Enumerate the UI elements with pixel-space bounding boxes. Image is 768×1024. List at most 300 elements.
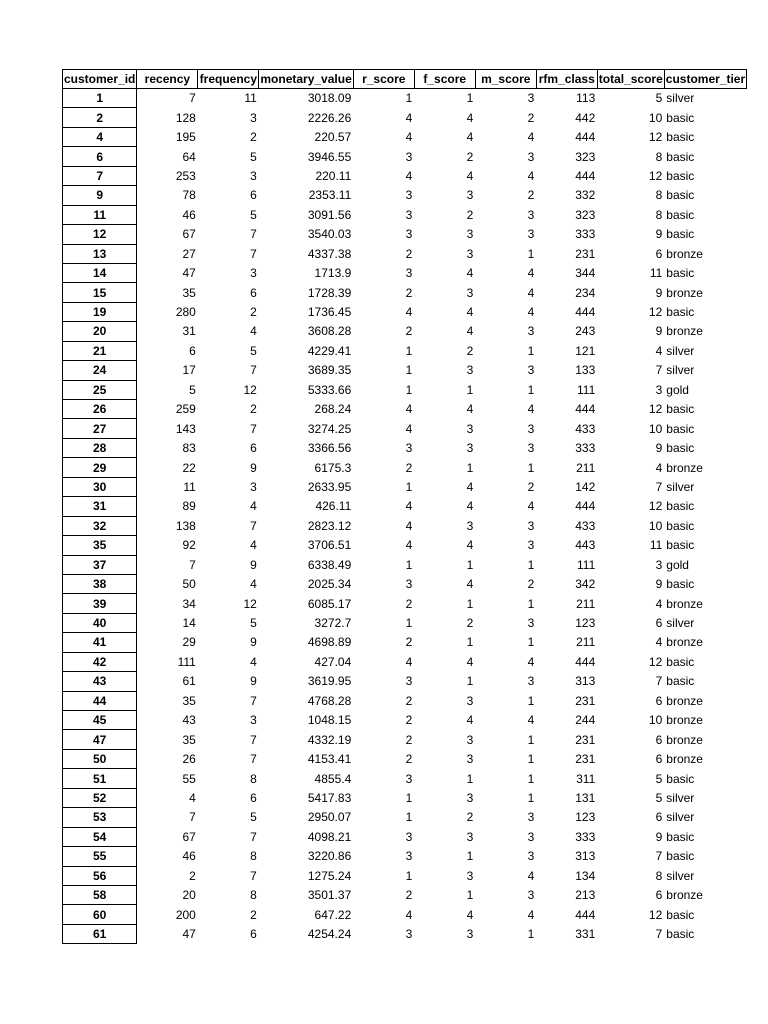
customer-id-cell[interactable]: 54	[63, 827, 137, 846]
customer-id-cell[interactable]: 61	[63, 924, 137, 943]
cell-f-score[interactable]: 2	[466, 149, 474, 164]
cell-rfm-class[interactable]: 323	[575, 207, 596, 222]
cell-customer-tier[interactable]: silver	[666, 790, 695, 805]
cell-total-score[interactable]: 4	[655, 460, 663, 475]
cell-r-score[interactable]: 1	[405, 91, 413, 106]
cell-f-score[interactable]: 2	[466, 616, 474, 631]
cell-m-score[interactable]: 3	[527, 888, 535, 903]
cell-recency[interactable]: 78	[182, 188, 196, 203]
cell-customer-tier[interactable]: gold	[666, 382, 689, 397]
cell-rfm-class[interactable]: 444	[575, 402, 596, 417]
cell-f-score[interactable]: 3	[466, 363, 474, 378]
cell-rfm-class[interactable]: 113	[576, 91, 596, 106]
cell-monetary-value[interactable]: 2633.95	[307, 479, 352, 494]
cell-f-score[interactable]: 4	[466, 577, 474, 592]
cell-m-score[interactable]: 4	[527, 168, 535, 183]
cell-total-score[interactable]: 9	[655, 285, 663, 300]
cell-m-score[interactable]: 2	[527, 479, 535, 494]
cell-frequency[interactable]: 5	[250, 149, 257, 164]
cell-frequency[interactable]: 7	[250, 363, 257, 378]
customer-id-cell[interactable]: 53	[63, 808, 137, 827]
cell-monetary-value[interactable]: 3619.95	[307, 674, 352, 689]
customer-id-cell[interactable]: 42	[63, 652, 137, 671]
cell-monetary-value[interactable]: 3689.35	[307, 363, 352, 378]
cell-frequency[interactable]: 6	[250, 188, 257, 203]
cell-customer-tier[interactable]: bronze	[666, 635, 703, 650]
cell-frequency[interactable]: 3	[250, 168, 257, 183]
cell-rfm-class[interactable]: 231	[575, 752, 596, 767]
customer-id-cell[interactable]: 60	[63, 905, 137, 924]
cell-f-score[interactable]: 4	[466, 110, 474, 125]
cell-total-score[interactable]: 12	[648, 402, 663, 417]
cell-f-score[interactable]: 4	[466, 538, 474, 553]
cell-total-score[interactable]: 7	[655, 927, 663, 942]
customer-id-cell[interactable]: 26	[63, 400, 137, 419]
cell-r-score[interactable]: 4	[405, 421, 413, 436]
cell-monetary-value[interactable]: 3018.09	[307, 91, 352, 106]
cell-rfm-class[interactable]: 433	[575, 518, 596, 533]
cell-recency[interactable]: 83	[182, 441, 196, 456]
cell-recency[interactable]: 35	[182, 732, 196, 747]
cell-frequency[interactable]: 6	[250, 441, 257, 456]
cell-monetary-value[interactable]: 3501.37	[307, 888, 352, 903]
cell-recency[interactable]: 43	[182, 713, 196, 728]
cell-total-score[interactable]: 6	[655, 810, 663, 825]
cell-rfm-class[interactable]: 211	[576, 635, 596, 650]
cell-r-score[interactable]: 3	[405, 674, 413, 689]
cell-rfm-class[interactable]: 333	[575, 829, 596, 844]
cell-r-score[interactable]: 2	[405, 324, 413, 339]
cell-rfm-class[interactable]: 333	[575, 441, 596, 456]
cell-recency[interactable]: 2	[189, 868, 196, 883]
cell-total-score[interactable]: 12	[648, 654, 663, 669]
cell-m-score[interactable]: 4	[527, 130, 535, 145]
customer-id-cell[interactable]: 39	[63, 594, 137, 613]
cell-recency[interactable]: 55	[182, 771, 196, 786]
cell-frequency[interactable]: 5	[250, 616, 257, 631]
cell-customer-tier[interactable]: basic	[666, 829, 695, 844]
customer-id-cell[interactable]: 7	[63, 166, 137, 185]
cell-r-score[interactable]: 3	[405, 227, 413, 242]
cell-m-score[interactable]: 1	[527, 693, 535, 708]
cell-recency[interactable]: 7	[189, 810, 196, 825]
cell-f-score[interactable]: 1	[466, 596, 474, 611]
cell-m-score[interactable]: 3	[527, 674, 535, 689]
cell-rfm-class[interactable]: 123	[575, 616, 596, 631]
cell-f-score[interactable]: 1	[466, 635, 474, 650]
cell-customer-tier[interactable]: bronze	[666, 246, 703, 261]
cell-total-score[interactable]: 7	[655, 363, 663, 378]
cell-recency[interactable]: 92	[182, 538, 196, 553]
customer-id-cell[interactable]: 55	[63, 847, 137, 866]
column-header-total-score[interactable]	[597, 70, 664, 89]
cell-frequency[interactable]: 8	[250, 849, 257, 864]
cell-m-score[interactable]: 4	[527, 402, 535, 417]
cell-r-score[interactable]: 4	[405, 305, 413, 320]
cell-rfm-class[interactable]: 231	[575, 246, 596, 261]
cell-recency[interactable]: 259	[175, 402, 196, 417]
cell-frequency[interactable]: 5	[250, 343, 257, 358]
cell-f-score[interactable]: 4	[466, 479, 474, 494]
cell-recency[interactable]: 111	[177, 654, 196, 669]
cell-total-score[interactable]: 8	[655, 188, 663, 203]
customer-id-cell[interactable]: 25	[63, 380, 137, 399]
cell-frequency[interactable]: 2	[250, 402, 257, 417]
cell-m-score[interactable]: 1	[527, 927, 535, 942]
cell-rfm-class[interactable]: 442	[575, 110, 596, 125]
customer-id-cell[interactable]: 2	[63, 108, 137, 127]
cell-rfm-class[interactable]: 342	[575, 577, 596, 592]
customer-id-cell[interactable]: 20	[63, 322, 137, 341]
customer-id-cell[interactable]: 50	[63, 749, 137, 768]
cell-rfm-class[interactable]: 443	[575, 538, 596, 553]
cell-rfm-class[interactable]: 213	[575, 888, 596, 903]
cell-frequency[interactable]: 7	[250, 752, 257, 767]
cell-monetary-value[interactable]: 3274.25	[307, 421, 352, 436]
cell-f-score[interactable]: 3	[466, 868, 474, 883]
cell-customer-tier[interactable]: basic	[666, 188, 695, 203]
cell-frequency[interactable]: 2	[250, 907, 257, 922]
cell-r-score[interactable]: 3	[405, 441, 413, 456]
cell-m-score[interactable]: 2	[527, 577, 535, 592]
cell-r-score[interactable]: 1	[405, 479, 413, 494]
cell-rfm-class[interactable]: 131	[575, 790, 596, 805]
cell-m-score[interactable]: 4	[527, 266, 535, 281]
cell-customer-tier[interactable]: silver	[666, 479, 695, 494]
cell-total-score[interactable]: 4	[655, 596, 663, 611]
cell-m-score[interactable]: 1	[527, 790, 535, 805]
cell-frequency[interactable]: 7	[250, 518, 257, 533]
cell-rfm-class[interactable]: 123	[575, 810, 596, 825]
cell-r-score[interactable]: 1	[405, 363, 413, 378]
cell-total-score[interactable]: 7	[655, 674, 663, 689]
cell-rfm-class[interactable]: 344	[575, 266, 596, 281]
cell-customer-tier[interactable]: basic	[666, 441, 695, 456]
cell-monetary-value[interactable]: 4698.89	[307, 635, 352, 650]
cell-monetary-value[interactable]: 5333.66	[307, 382, 352, 397]
cell-frequency[interactable]: 3	[250, 266, 257, 281]
cell-rfm-class[interactable]: 133	[575, 363, 596, 378]
cell-r-score[interactable]: 2	[405, 713, 413, 728]
cell-rfm-class[interactable]: 313	[575, 674, 596, 689]
cell-m-score[interactable]: 1	[527, 771, 535, 786]
cell-customer-tier[interactable]: silver	[666, 363, 695, 378]
cell-customer-tier[interactable]: basic	[666, 421, 695, 436]
customer-id-cell[interactable]: 44	[63, 691, 137, 710]
cell-total-score[interactable]: 9	[655, 829, 663, 844]
cell-frequency[interactable]: 7	[250, 693, 257, 708]
cell-total-score[interactable]: 10	[648, 518, 663, 533]
customer-id-cell[interactable]: 45	[63, 711, 137, 730]
cell-m-score[interactable]: 4	[527, 499, 535, 514]
column-header-recency[interactable]	[137, 70, 198, 89]
cell-m-score[interactable]: 3	[527, 149, 535, 164]
cell-customer-tier[interactable]: basic	[666, 207, 695, 222]
cell-monetary-value[interactable]: 220.57	[314, 130, 352, 145]
cell-total-score[interactable]: 8	[655, 207, 663, 222]
cell-total-score[interactable]: 12	[648, 499, 663, 514]
cell-total-score[interactable]: 12	[648, 305, 663, 320]
cell-customer-tier[interactable]: basic	[666, 538, 695, 553]
cell-recency[interactable]: 46	[182, 207, 196, 222]
customer-id-cell[interactable]: 56	[63, 866, 137, 885]
cell-frequency[interactable]: 4	[250, 499, 257, 514]
cell-rfm-class[interactable]: 444	[575, 130, 596, 145]
cell-total-score[interactable]: 6	[655, 752, 663, 767]
cell-total-score[interactable]: 9	[655, 227, 663, 242]
cell-recency[interactable]: 17	[182, 363, 196, 378]
cell-rfm-class[interactable]: 433	[575, 421, 596, 436]
customer-id-cell[interactable]: 4	[63, 127, 137, 146]
cell-recency[interactable]: 6	[189, 343, 196, 358]
cell-monetary-value[interactable]: 2353.11	[308, 188, 352, 203]
cell-frequency[interactable]: 7	[250, 732, 257, 747]
cell-f-score[interactable]: 3	[466, 227, 474, 242]
cell-rfm-class[interactable]: 332	[575, 188, 596, 203]
column-header-monetary-value[interactable]	[259, 70, 353, 89]
customer-id-cell[interactable]: 6	[63, 147, 137, 166]
cell-rfm-class[interactable]: 142	[575, 479, 596, 494]
cell-m-score[interactable]: 1	[527, 635, 535, 650]
customer-id-cell[interactable]: 13	[63, 244, 137, 263]
cell-f-score[interactable]: 1	[466, 91, 474, 106]
cell-frequency[interactable]: 7	[250, 246, 257, 261]
cell-rfm-class[interactable]: 311	[576, 771, 596, 786]
cell-m-score[interactable]: 2	[527, 188, 535, 203]
cell-rfm-class[interactable]: 323	[575, 149, 596, 164]
cell-r-score[interactable]: 2	[405, 460, 413, 475]
cell-frequency[interactable]: 6	[250, 927, 257, 942]
cell-monetary-value[interactable]: 4098.21	[307, 829, 352, 844]
cell-rfm-class[interactable]: 444	[575, 654, 596, 669]
cell-customer-tier[interactable]: silver	[666, 810, 695, 825]
cell-monetary-value[interactable]: 6085.17	[307, 596, 352, 611]
cell-recency[interactable]: 11	[183, 479, 196, 494]
cell-rfm-class[interactable]: 234	[575, 285, 596, 300]
cell-monetary-value[interactable]: 4768.28	[307, 693, 352, 708]
cell-recency[interactable]: 5	[189, 382, 196, 397]
cell-f-score[interactable]: 2	[466, 810, 474, 825]
cell-monetary-value[interactable]: 3220.86	[307, 849, 352, 864]
cell-rfm-class[interactable]: 444	[575, 168, 596, 183]
cell-frequency[interactable]: 4	[250, 577, 257, 592]
cell-recency[interactable]: 20	[182, 888, 196, 903]
customer-id-cell[interactable]: 52	[63, 788, 137, 807]
cell-recency[interactable]: 61	[182, 674, 196, 689]
cell-f-score[interactable]: 1	[466, 849, 474, 864]
customer-id-cell[interactable]: 21	[63, 341, 137, 360]
cell-f-score[interactable]: 1	[466, 674, 474, 689]
cell-customer-tier[interactable]: basic	[666, 149, 695, 164]
cell-total-score[interactable]: 6	[655, 888, 663, 903]
cell-frequency[interactable]: 8	[250, 771, 257, 786]
cell-total-score[interactable]: 8	[655, 868, 663, 883]
cell-recency[interactable]: 47	[182, 927, 196, 942]
cell-customer-tier[interactable]: silver	[666, 91, 695, 106]
cell-recency[interactable]: 7	[189, 91, 196, 106]
cell-total-score[interactable]: 3	[655, 382, 663, 397]
cell-recency[interactable]: 67	[182, 829, 196, 844]
customer-id-cell[interactable]: 29	[63, 458, 137, 477]
cell-recency[interactable]: 128	[175, 110, 196, 125]
customer-id-cell[interactable]: 38	[63, 574, 137, 593]
cell-f-score[interactable]: 4	[466, 907, 474, 922]
cell-r-score[interactable]: 2	[405, 246, 413, 261]
cell-m-score[interactable]: 3	[527, 91, 535, 106]
cell-recency[interactable]: 26	[182, 752, 196, 767]
cell-monetary-value[interactable]: 3272.7	[314, 616, 352, 631]
cell-rfm-class[interactable]: 243	[575, 324, 596, 339]
cell-frequency[interactable]: 3	[250, 479, 257, 494]
cell-f-score[interactable]: 2	[466, 207, 474, 222]
cell-recency[interactable]: 138	[175, 518, 196, 533]
cell-rfm-class[interactable]: 134	[575, 868, 596, 883]
cell-total-score[interactable]: 10	[648, 110, 663, 125]
cell-rfm-class[interactable]: 121	[575, 343, 596, 358]
cell-frequency[interactable]: 9	[250, 674, 257, 689]
cell-total-score[interactable]: 6	[655, 246, 663, 261]
cell-rfm-class[interactable]: 244	[575, 713, 596, 728]
cell-m-score[interactable]: 1	[527, 460, 535, 475]
cell-r-score[interactable]: 4	[405, 654, 413, 669]
cell-f-score[interactable]: 4	[466, 324, 474, 339]
cell-customer-tier[interactable]: basic	[666, 927, 695, 942]
cell-f-score[interactable]: 4	[466, 713, 474, 728]
cell-frequency[interactable]: 9	[250, 635, 257, 650]
cell-customer-tier[interactable]: bronze	[666, 693, 703, 708]
cell-frequency[interactable]: 4	[250, 324, 257, 339]
cell-total-score[interactable]: 6	[655, 693, 663, 708]
cell-monetary-value[interactable]: 4332.19	[307, 732, 352, 747]
cell-r-score[interactable]: 2	[405, 635, 413, 650]
cell-monetary-value[interactable]: 427.04	[314, 654, 352, 669]
cell-rfm-class[interactable]: 111	[577, 557, 596, 572]
cell-recency[interactable]: 64	[182, 149, 196, 164]
cell-frequency[interactable]: 4	[250, 538, 257, 553]
customer-id-cell[interactable]: 28	[63, 438, 137, 457]
cell-f-score[interactable]: 3	[466, 246, 474, 261]
cell-frequency[interactable]: 6	[250, 285, 257, 300]
cell-m-score[interactable]: 4	[527, 285, 535, 300]
cell-recency[interactable]: 253	[175, 168, 196, 183]
cell-frequency[interactable]: 7	[250, 227, 257, 242]
cell-rfm-class[interactable]: 444	[575, 907, 596, 922]
cell-r-score[interactable]: 3	[405, 927, 413, 942]
customer-id-cell[interactable]: 30	[63, 477, 137, 496]
cell-monetary-value[interactable]: 5417.83	[307, 790, 352, 805]
cell-r-score[interactable]: 4	[405, 130, 413, 145]
cell-m-score[interactable]: 4	[527, 907, 535, 922]
cell-m-score[interactable]: 3	[527, 616, 535, 631]
cell-m-score[interactable]: 3	[527, 363, 535, 378]
cell-monetary-value[interactable]: 3366.56	[307, 441, 352, 456]
cell-r-score[interactable]: 3	[405, 829, 413, 844]
cell-recency[interactable]: 35	[182, 693, 196, 708]
cell-monetary-value[interactable]: 3608.28	[307, 324, 352, 339]
cell-customer-tier[interactable]: basic	[666, 577, 695, 592]
cell-customer-tier[interactable]: basic	[666, 305, 695, 320]
customer-id-cell[interactable]: 58	[63, 885, 137, 904]
cell-rfm-class[interactable]: 231	[575, 732, 596, 747]
cell-monetary-value[interactable]: 2823.12	[307, 518, 352, 533]
cell-customer-tier[interactable]: bronze	[666, 888, 703, 903]
cell-customer-tier[interactable]: basic	[666, 674, 695, 689]
cell-r-score[interactable]: 4	[405, 402, 413, 417]
cell-monetary-value[interactable]: 647.22	[314, 907, 352, 922]
cell-f-score[interactable]: 4	[466, 402, 474, 417]
cell-frequency[interactable]: 11	[244, 91, 257, 106]
cell-rfm-class[interactable]: 313	[575, 849, 596, 864]
cell-total-score[interactable]: 12	[648, 907, 663, 922]
cell-frequency[interactable]: 9	[250, 460, 257, 475]
cell-m-score[interactable]: 3	[527, 324, 535, 339]
cell-total-score[interactable]: 9	[655, 324, 663, 339]
cell-m-score[interactable]: 3	[527, 538, 535, 553]
cell-monetary-value[interactable]: 2025.34	[307, 577, 352, 592]
column-header-customer-tier[interactable]	[664, 70, 746, 89]
cell-total-score[interactable]: 10	[648, 421, 663, 436]
customer-id-cell[interactable]: 32	[63, 516, 137, 535]
cell-frequency[interactable]: 5	[250, 810, 257, 825]
column-header-rfm-class[interactable]	[536, 70, 597, 89]
cell-r-score[interactable]: 4	[405, 538, 413, 553]
cell-recency[interactable]: 7	[189, 557, 196, 572]
cell-m-score[interactable]: 3	[527, 810, 535, 825]
cell-recency[interactable]: 22	[182, 460, 196, 475]
cell-customer-tier[interactable]: bronze	[666, 752, 703, 767]
cell-monetary-value[interactable]: 426.11	[315, 499, 352, 514]
customer-id-cell[interactable]: 14	[63, 263, 137, 282]
cell-r-score[interactable]: 4	[405, 518, 413, 533]
cell-m-score[interactable]: 1	[527, 382, 535, 397]
cell-customer-tier[interactable]: basic	[666, 907, 695, 922]
cell-customer-tier[interactable]: silver	[666, 343, 695, 358]
cell-m-score[interactable]: 1	[527, 557, 535, 572]
cell-f-score[interactable]: 3	[466, 285, 474, 300]
customer-id-cell[interactable]: 15	[63, 283, 137, 302]
cell-rfm-class[interactable]: 231	[575, 693, 596, 708]
cell-f-score[interactable]: 3	[466, 421, 474, 436]
cell-total-score[interactable]: 9	[655, 577, 663, 592]
cell-total-score[interactable]: 3	[655, 557, 663, 572]
cell-recency[interactable]: 89	[182, 499, 196, 514]
cell-customer-tier[interactable]: basic	[666, 849, 695, 864]
cell-r-score[interactable]: 3	[405, 207, 413, 222]
cell-r-score[interactable]: 3	[405, 771, 413, 786]
cell-frequency[interactable]: 7	[250, 421, 257, 436]
cell-rfm-class[interactable]: 211	[576, 596, 596, 611]
cell-customer-tier[interactable]: basic	[666, 168, 695, 183]
cell-r-score[interactable]: 4	[405, 907, 413, 922]
cell-rfm-class[interactable]: 444	[575, 305, 596, 320]
cell-r-score[interactable]: 1	[405, 868, 413, 883]
cell-recency[interactable]: 34	[182, 596, 196, 611]
customer-id-cell[interactable]: 40	[63, 613, 137, 632]
cell-monetary-value[interactable]: 6338.49	[307, 557, 352, 572]
cell-r-score[interactable]: 4	[405, 168, 413, 183]
cell-customer-tier[interactable]: silver	[666, 868, 695, 883]
cell-total-score[interactable]: 6	[655, 616, 663, 631]
cell-customer-tier[interactable]: bronze	[666, 285, 703, 300]
cell-customer-tier[interactable]: bronze	[666, 713, 703, 728]
customer-id-cell[interactable]: 37	[63, 555, 137, 574]
cell-monetary-value[interactable]: 4337.38	[307, 246, 352, 261]
cell-f-score[interactable]: 1	[466, 888, 474, 903]
cell-customer-tier[interactable]: basic	[666, 266, 695, 281]
cell-recency[interactable]: 200	[175, 907, 196, 922]
cell-recency[interactable]: 50	[182, 577, 196, 592]
cell-recency[interactable]: 4	[189, 790, 196, 805]
